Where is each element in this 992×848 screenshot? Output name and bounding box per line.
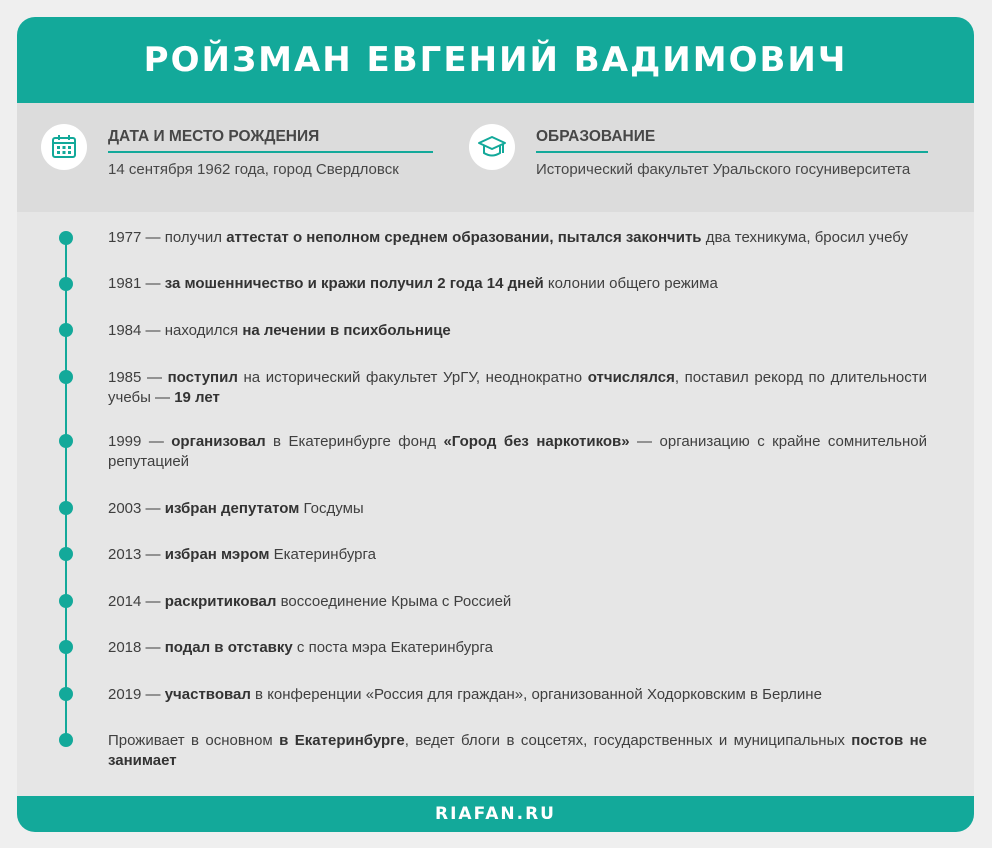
entry-text: 1981 — [108,275,165,292]
timeline-entry [108,228,927,248]
entry-text: 1977 — получил [108,229,227,246]
entry-text: , ведет блоги в соцсетях, государственных и муниципальных [404,732,852,749]
entry-text: 1984 — находился [108,322,243,339]
education-text: Исторический факультет Уральского госуниверситета [536,161,911,178]
timeline-dot [59,687,73,701]
timeline-dot [59,594,73,608]
entry-text: в конференции «Россия для граждан», организованной Ходорковским в Берлине [250,686,822,703]
entry-text: 2003 — [108,500,165,517]
timeline-dot [59,501,73,515]
timeline-entry [108,638,927,658]
entry-text: — организацию с крайне сомнительной репутацией [108,433,927,470]
education-heading: ОБРАЗОВАНИЕ [536,128,656,145]
entry-text: два техникума, бросил учебу [701,229,909,246]
timeline-entry [108,592,927,612]
entry-text: Екатеринбурга [269,546,376,563]
entry-text: Проживает в основном [108,732,280,749]
entry-highlight: подал в отставку [164,639,293,656]
timeline-dot [59,370,73,384]
entry-text: 2019 — [108,686,165,703]
timeline-dot [59,733,73,747]
info-panel [17,103,974,212]
header-banner [17,17,974,103]
entry-highlight: аттестат о неполном среднем образовании, пытался закончить [226,229,702,246]
calendar-icon [41,124,87,170]
timeline-dot [59,434,73,448]
entry-text: на исторический факультет УрГУ, неоднократно [237,369,588,386]
timeline-entry [108,731,927,770]
footer-banner [17,796,974,832]
entry-highlight: поступил [167,369,238,386]
entry-highlight: 19 лет [174,388,220,406]
birth-divider [108,151,433,153]
entry-highlight: избран мэром [164,546,270,563]
timeline-dot [59,231,73,245]
entry-highlight: отчислялся [587,369,675,386]
timeline-entry [108,274,927,294]
timeline-entry [108,432,927,471]
entry-highlight: участвовал [164,686,251,703]
timeline-entry [108,368,927,407]
infographic-card [17,17,974,832]
timeline-entry [108,321,927,341]
birth-heading: ДАТА И МЕСТО РОЖДЕНИЯ [108,128,320,145]
timeline-dot [59,547,73,561]
birth-text: 14 сентября 1962 года, город Свердловск [108,161,399,178]
timeline-dot [59,277,73,291]
entry-text: 2018 — [108,639,165,656]
entry-text: , поставил рекорд по длительности учебы — [108,369,927,406]
entry-text: колонии общего режима [543,275,718,292]
entry-text: воссоединение Крыма с Россией [276,593,512,610]
education-divider [536,151,928,153]
timeline-line [65,232,67,742]
footer-source: RIAFAN.RU [435,804,556,824]
graduation-cap-icon [469,124,515,170]
timeline-dot [59,323,73,337]
entry-text: 2013 — [108,546,165,563]
entry-highlight: избран депутатом [164,500,300,517]
timeline-entry [108,545,927,565]
entry-text: 2014 — [108,593,165,610]
entry-highlight: в Екатеринбурге [279,732,405,749]
entry-text: в Екатеринбурге фонд [265,433,444,450]
timeline-entry [108,499,927,519]
entry-highlight: раскритиковал [164,593,277,610]
entry-highlight: за мошенничество и кражи получил 2 года 14 дней [164,275,544,292]
entry-text: Госдумы [299,500,364,517]
entry-highlight: постов не занимает [108,732,927,769]
entry-highlight: «Город без наркотиков» [443,433,630,450]
entry-highlight: на лечении в психбольнице [242,322,451,339]
entry-text: с поста мэра Екатеринбурга [292,639,493,656]
entry-text: 1985 — [108,369,168,386]
entry-text: 1999 — [108,433,172,450]
entry-highlight: организовал [171,433,266,450]
timeline-dot [59,640,73,654]
page-title: РОЙЗМАН ЕВГЕНИЙ ВАДИМОВИЧ [143,40,848,80]
timeline-entry [108,685,927,705]
